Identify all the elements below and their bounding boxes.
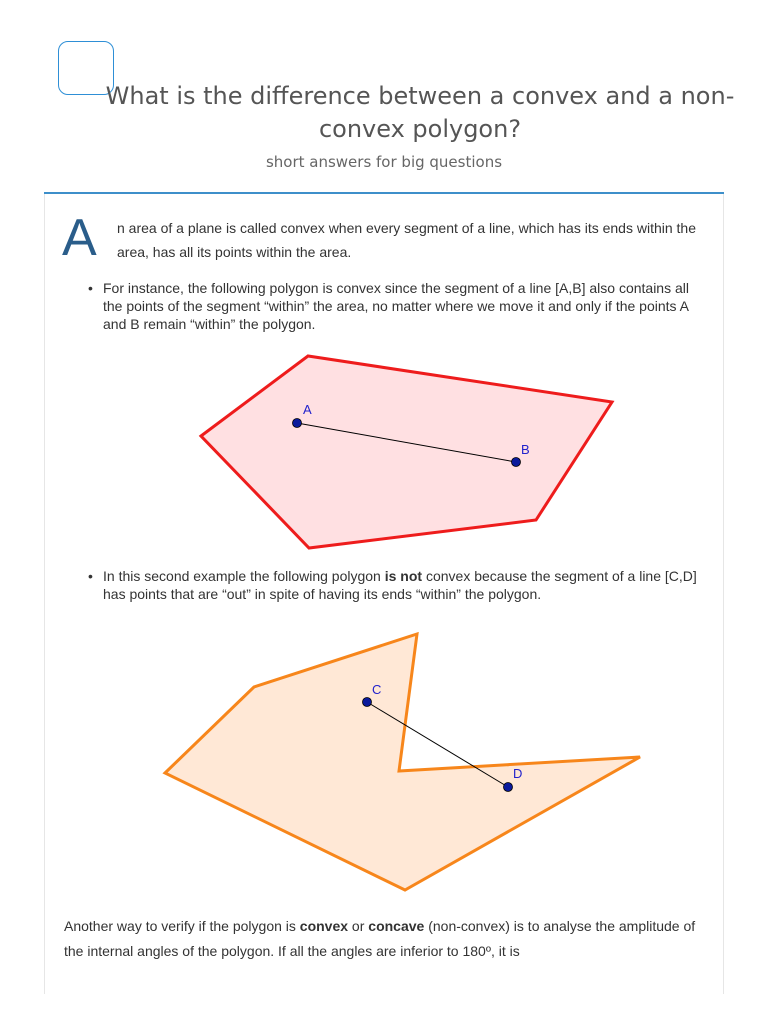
text-span: convex because the segment of a line [C,D] has points that are “out” in spite of having its ends “within” the polygon.	[103, 568, 697, 602]
text-span: In this second example the following polygon	[103, 568, 385, 584]
label-b: B	[521, 442, 530, 457]
point-c	[363, 698, 372, 707]
page-subtitle: short answers for big questions	[265, 153, 503, 171]
label-c: C	[372, 682, 382, 697]
label-a: A	[303, 402, 312, 417]
bold-convex: convex	[299, 918, 349, 934]
text-span: Another way to verify if the polygon is	[64, 918, 300, 934]
page-title: What is the difference between a convex and a non-convex polygon?	[105, 82, 735, 143]
intro-paragraph: n area of a plane is called convex when every segment of a line, which has its ends within the area, has all its points within the area.	[117, 220, 696, 260]
bullet-convex-example: For instance, the following polygon is convex since the segment of a line [A,B] also contains all the points of the segment “within” the area, no matter where we move it and only if the points A and B remain “within” the polygon.	[103, 280, 689, 332]
point-d	[504, 783, 513, 792]
drop-cap: A	[62, 209, 97, 267]
bold-concave: concave	[368, 918, 425, 934]
label-d: D	[513, 766, 523, 781]
bullet-dot: •	[88, 280, 93, 296]
text-span: or	[348, 918, 369, 934]
closing-paragraph	[64, 914, 704, 964]
text-span: (non-convex) is to analyse the amplitude of the internal angles of the polygon. If all the angles are inferior to 180º, it is	[64, 918, 696, 959]
nonconvex-polygon	[165, 634, 640, 890]
bold-text: is not	[384, 568, 423, 584]
bullet-dot: •	[88, 568, 93, 584]
